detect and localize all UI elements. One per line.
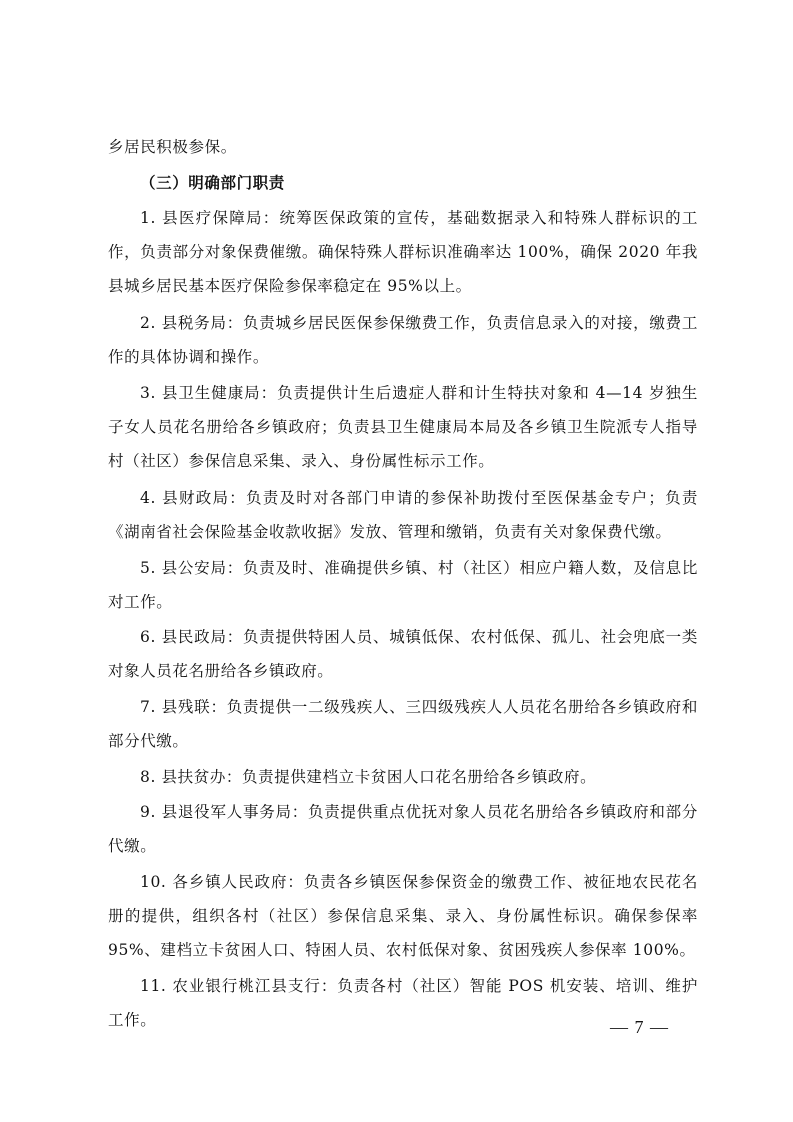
list-item-2: 2. 县税务局：负责城乡居民医保参保缴费工作，负责信息录入的对接，缴费工作的具体协调和操作。 (108, 314, 698, 366)
list-item-5: 5. 县公安局：负责及时、准确提供乡镇、村（社区）相应户籍人数，及信息比对工作。 (108, 559, 698, 611)
list-item-10: 10. 各乡镇人民政府：负责各乡镇医保参保资金的缴费工作、被征地农民花名册的提供，组织各村（社区）参保信息采集、录入、身份属性标识。确保参保率 95%、建档立卡贫困人口、特困人员、农村低保对象、贫困残疾人参保率 100%。 (108, 873, 698, 959)
list-item-11: 11. 农业银行桃江县支行：负责各村（社区）智能 POS 机安装、培训、维护工作。 (108, 977, 698, 1029)
section-heading: （三）明确部门职责 (140, 173, 285, 192)
list-item-8: 8. 县扶贫办：负责提供建档立卡贫困人口花名册给各乡镇政府。 (140, 768, 597, 786)
continuation-text: 乡居民积极参保。 (108, 138, 237, 156)
page-number: — 7 — (610, 1017, 669, 1037)
list-item-4: 4. 县财政局：负责及时对各部门申请的参保补助拨付至医保基金专户；负责《湖南省社会保险基金收款收据》发放、管理和缴销，负责有关对象保费代缴。 (108, 489, 698, 541)
list-item-3: 3. 县卫生健康局：负责提供计生后遗症人群和计生特扶对象和 4—14 岁独生子女人员花名册给各乡镇政府；负责县卫生健康局本局及各乡镇卫生院派专人指导村（社区）参保信息采集、录入、身份属性标示工作。 (108, 384, 698, 470)
list-item-9: 9. 县退役军人事务局：负责提供重点优抚对象人员花名册给各乡镇政府和部分代缴。 (108, 803, 698, 855)
list-item-1: 1. 县医疗保障局：统筹医保政策的宣传，基础数据录入和特殊人群标识的工作，负责部分对象保费催缴。确保特殊人群标识准确率达 100%，确保 2020 年我县城乡居民基本医疗保险参保率稳定在 95%以上。 (108, 209, 698, 295)
list-item-7: 7. 县残联：负责提供一二级残疾人、三四级残疾人人员花名册给各乡镇政府和部分代缴。 (108, 698, 698, 750)
list-item-6: 6. 县民政局：负责提供特困人员、城镇低保、农村低保、孤儿、社会兜底一类对象人员花名册给各乡镇政府。 (108, 628, 698, 680)
